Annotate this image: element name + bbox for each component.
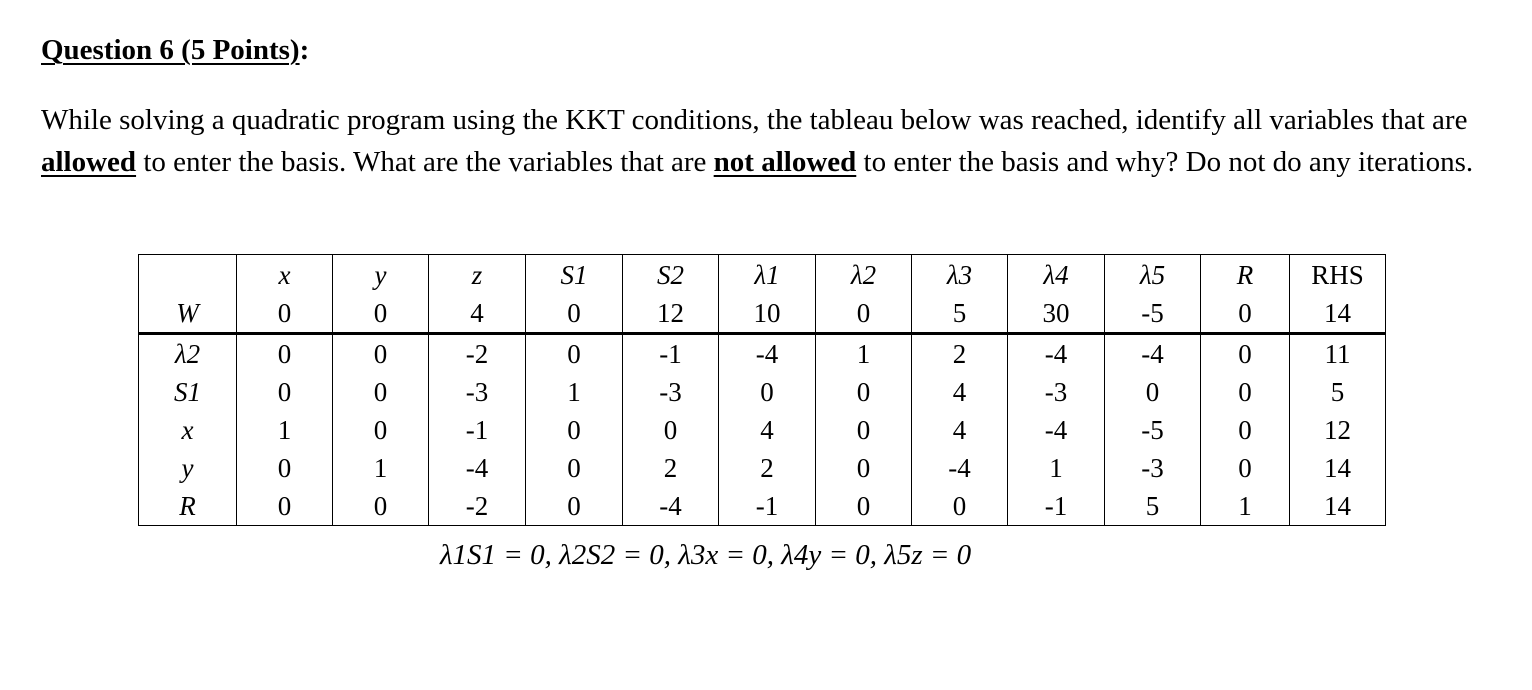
table-cell: 0 bbox=[526, 411, 623, 449]
table-cell: 14 bbox=[1290, 449, 1386, 487]
question-paragraph bbox=[41, 99, 1491, 183]
table-cell: 0 bbox=[333, 487, 429, 526]
conditions-text: λ1S1 = 0, λ2S2 = 0, λ3x = 0, λ4y = 0, λ5z = 0 bbox=[440, 539, 972, 571]
table-cell: -4 bbox=[1105, 334, 1201, 374]
complementary-slackness-conditions bbox=[440, 535, 971, 575]
paragraph-part2: to enter the basis. What are the variables that are bbox=[136, 146, 714, 178]
simplex-tableau bbox=[138, 254, 1386, 526]
table-row bbox=[139, 373, 1386, 411]
table-cell: 0 bbox=[623, 411, 719, 449]
table-cell: -3 bbox=[1105, 449, 1201, 487]
table-cell: 1 bbox=[1201, 487, 1290, 526]
table-cell: 4 bbox=[912, 373, 1008, 411]
table-cell: 0 bbox=[237, 373, 333, 411]
table-cell: 0 bbox=[333, 411, 429, 449]
table-row bbox=[139, 334, 1386, 374]
table-cell: -2 bbox=[429, 487, 526, 526]
table-cell: 0 bbox=[333, 373, 429, 411]
table-cell: 1 bbox=[333, 449, 429, 487]
table-cell: 2 bbox=[719, 449, 816, 487]
table-cell: 0 bbox=[816, 373, 912, 411]
table-cell: 5 bbox=[1105, 487, 1201, 526]
table-cell: 1 bbox=[237, 411, 333, 449]
row-label: R bbox=[139, 487, 237, 526]
table-cell: 0 bbox=[237, 294, 333, 334]
table-cell: 0 bbox=[333, 294, 429, 334]
table-cell: 0 bbox=[1201, 449, 1290, 487]
table-cell: 4 bbox=[912, 411, 1008, 449]
column-header: S2 bbox=[623, 255, 719, 295]
table-cell: -4 bbox=[719, 334, 816, 374]
column-header: λ4 bbox=[1008, 255, 1105, 295]
table-cell: -2 bbox=[429, 334, 526, 374]
table-cell: -5 bbox=[1105, 294, 1201, 334]
question-title bbox=[41, 30, 309, 70]
column-header: S1 bbox=[526, 255, 623, 295]
table-cell: 0 bbox=[526, 334, 623, 374]
table-row bbox=[139, 294, 1386, 334]
column-header: x bbox=[237, 255, 333, 295]
table-cell: 1 bbox=[816, 334, 912, 374]
row-label: y bbox=[139, 449, 237, 487]
table-cell: -4 bbox=[623, 487, 719, 526]
table-cell: 1 bbox=[1008, 449, 1105, 487]
table-cell: -4 bbox=[1008, 411, 1105, 449]
table-cell: 2 bbox=[912, 334, 1008, 374]
table-cell: 11 bbox=[1290, 334, 1386, 374]
table-row bbox=[139, 411, 1386, 449]
column-header: λ2 bbox=[816, 255, 912, 295]
table-cell: 5 bbox=[912, 294, 1008, 334]
table-row bbox=[139, 487, 1386, 526]
table-cell: 0 bbox=[719, 373, 816, 411]
table-cell: 0 bbox=[237, 334, 333, 374]
column-header: z bbox=[429, 255, 526, 295]
table-cell: 0 bbox=[1201, 334, 1290, 374]
column-header: y bbox=[333, 255, 429, 295]
table-cell: 1 bbox=[526, 373, 623, 411]
table-cell: 4 bbox=[719, 411, 816, 449]
table-cell: 0 bbox=[526, 449, 623, 487]
paragraph-allowed: allowed bbox=[41, 146, 137, 178]
table-cell: 30 bbox=[1008, 294, 1105, 334]
question-title-colon: : bbox=[299, 34, 310, 66]
table-cell: 0 bbox=[816, 294, 912, 334]
paragraph-not-allowed: not allowed bbox=[713, 146, 857, 178]
table-cell: -5 bbox=[1105, 411, 1201, 449]
table-cell: 12 bbox=[1290, 411, 1386, 449]
table-cell: 0 bbox=[1201, 373, 1290, 411]
table-header-row bbox=[139, 255, 1386, 295]
table-cell: 14 bbox=[1290, 294, 1386, 334]
table-cell: -3 bbox=[1008, 373, 1105, 411]
row-label: x bbox=[139, 411, 237, 449]
table-cell: 12 bbox=[623, 294, 719, 334]
table-cell: -1 bbox=[1008, 487, 1105, 526]
table-cell: -1 bbox=[719, 487, 816, 526]
table-cell: 4 bbox=[429, 294, 526, 334]
column-header: λ1 bbox=[719, 255, 816, 295]
table-cell: 5 bbox=[1290, 373, 1386, 411]
table-cell: 0 bbox=[333, 334, 429, 374]
tableau-body bbox=[139, 255, 1386, 526]
table-cell: 0 bbox=[912, 487, 1008, 526]
question-title-text: Question 6 (5 Points) bbox=[41, 34, 300, 66]
table-cell: -4 bbox=[912, 449, 1008, 487]
table-cell: 0 bbox=[816, 411, 912, 449]
table-cell: 0 bbox=[1105, 373, 1201, 411]
table-cell: 0 bbox=[237, 487, 333, 526]
table-cell: 0 bbox=[237, 449, 333, 487]
table-cell: -1 bbox=[429, 411, 526, 449]
table-cell: 10 bbox=[719, 294, 816, 334]
table-cell: 2 bbox=[623, 449, 719, 487]
table-cell: 0 bbox=[1201, 411, 1290, 449]
column-header: R bbox=[1201, 255, 1290, 295]
paragraph-part1: While solving a quadratic program using the KKT conditions, the tableau below was reached, identify all variables that are bbox=[41, 104, 1468, 136]
table-cell: -4 bbox=[429, 449, 526, 487]
row-label: S1 bbox=[139, 373, 237, 411]
table-cell: 0 bbox=[526, 294, 623, 334]
table-cell: 0 bbox=[1201, 294, 1290, 334]
row-label: λ2 bbox=[139, 334, 237, 374]
column-header bbox=[139, 255, 237, 295]
table-cell: 0 bbox=[816, 449, 912, 487]
table-cell: 0 bbox=[816, 487, 912, 526]
table-row bbox=[139, 449, 1386, 487]
column-header: λ3 bbox=[912, 255, 1008, 295]
column-header: RHS bbox=[1290, 255, 1386, 295]
table-cell: -1 bbox=[623, 334, 719, 374]
paragraph-part3: to enter the basis and why? Do not do any iterations. bbox=[856, 146, 1474, 178]
row-label: W bbox=[139, 294, 237, 334]
table-cell: -3 bbox=[623, 373, 719, 411]
table-cell: 0 bbox=[526, 487, 623, 526]
table-cell: 14 bbox=[1290, 487, 1386, 526]
table-cell: -3 bbox=[429, 373, 526, 411]
column-header: λ5 bbox=[1105, 255, 1201, 295]
table-cell: -4 bbox=[1008, 334, 1105, 374]
